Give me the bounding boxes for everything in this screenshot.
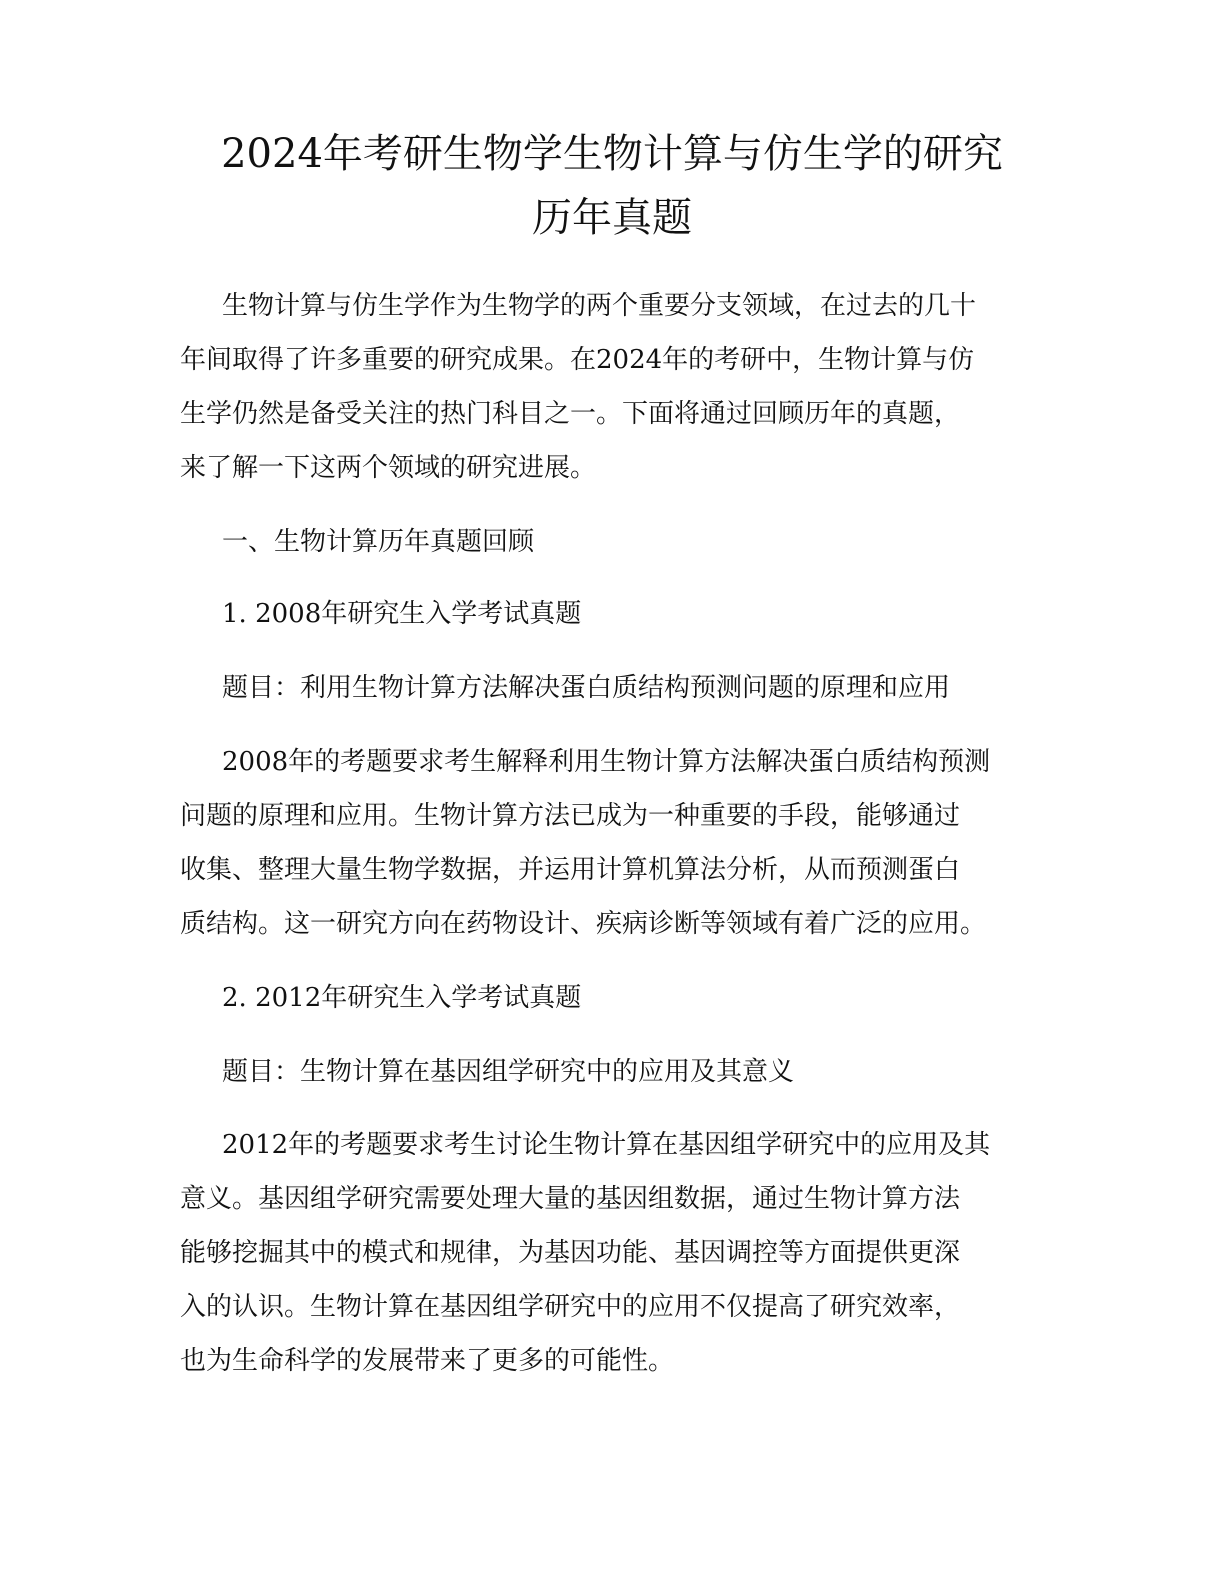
item-1-heading: 1. 2008年研究生入学考试真题 [222, 599, 582, 629]
document-title [150, 122, 1074, 250]
item-2-line: 2012年的考题要求考生讨论生物计算在基因组学研究中的应用及其 [222, 1130, 991, 1160]
item-2-paragraph [180, 1118, 1050, 1388]
item-1-line: 收集、整理大量生物学数据，并运用计算机算法分析，从而预测蛋白 [180, 855, 961, 885]
item-2-line: 能够挖掘其中的模式和规律，为基因功能、基因调控等方面提供更深 [180, 1238, 961, 1268]
section-1-heading: 一、生物计算历年真题回顾 [222, 527, 535, 557]
intro-line: 年间取得了许多重要的研究成果。在2024年的考研中，生物计算与仿 [180, 345, 975, 375]
title-line-2: 历年真题 [532, 195, 692, 241]
item-1-line: 2008年的考题要求考生解释利用生物计算方法解决蛋白质结构预测 [222, 747, 991, 777]
item-2-line: 意义。基因组学研究需要处理大量的基因组数据，通过生物计算方法 [180, 1184, 961, 1214]
intro-line: 来了解一下这两个领域的研究进展。 [180, 453, 597, 483]
intro-line: 生物计算与仿生学作为生物学的两个重要分支领域，在过去的几十 [222, 291, 977, 321]
intro-line: 生学仍然是备受关注的热门科目之一。下面将通过回顾历年的真题， [180, 399, 961, 429]
item-2-topic: 题目：生物计算在基因组学研究中的应用及其意义 [222, 1057, 795, 1087]
item-1-paragraph [180, 735, 1050, 951]
item-1-line: 质结构。这一研究方向在药物设计、疾病诊断等领域有着广泛的应用。 [180, 909, 987, 939]
item-1-line: 问题的原理和应用。生物计算方法已成为一种重要的手段，能够通过 [180, 801, 961, 831]
item-2-line: 也为生命科学的发展带来了更多的可能性。 [180, 1346, 675, 1376]
intro-paragraph [180, 279, 1050, 495]
item-2-line: 入的认识。生物计算在基因组学研究中的应用不仅提高了研究效率， [180, 1292, 961, 1322]
title-line-1: 2024年考研生物学生物计算与仿生学的研究 [221, 131, 1003, 177]
item-1-topic: 题目：利用生物计算方法解决蛋白质结构预测问题的原理和应用 [222, 673, 951, 703]
item-2-heading: 2. 2012年研究生入学考试真题 [222, 983, 582, 1013]
